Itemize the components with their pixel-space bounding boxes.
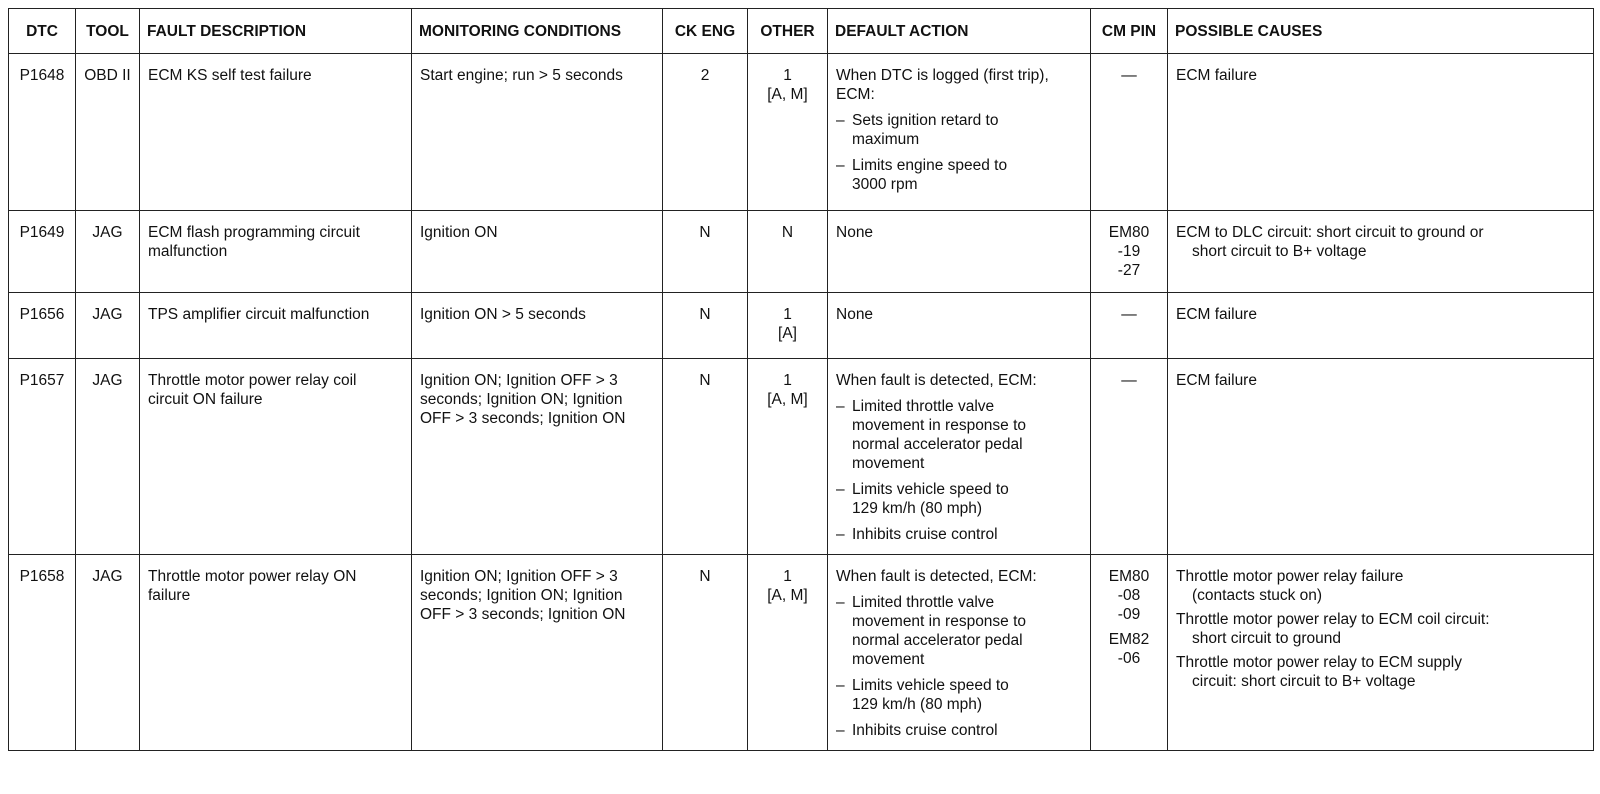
cause-item — [1176, 653, 1585, 691]
text-line: OFF > 3 seconds; Ignition ON — [420, 410, 626, 427]
cell-tool: JAG — [76, 293, 140, 359]
text-line: Ignition ON; Ignition OFF > 3 — [420, 372, 618, 389]
pin-group — [1099, 630, 1159, 668]
text-line: Ignition ON — [420, 224, 498, 241]
cell-default-action — [828, 555, 1091, 751]
text-line: EM80 — [1108, 224, 1150, 241]
cell-monitoring-conditions — [412, 54, 663, 211]
cause-item — [1176, 66, 1585, 85]
text-line: normal accelerator pedal — [852, 436, 1023, 453]
text-line: None — [836, 224, 874, 241]
cause-item — [1176, 305, 1585, 324]
action-bullet — [836, 593, 1082, 669]
header-default-action: DEFAULT ACTION — [828, 9, 1091, 54]
text-line: maximum — [852, 131, 920, 148]
text-line: circuit ON failure — [148, 391, 263, 408]
text-line: ECM failure — [1176, 306, 1257, 323]
cell-cm-pin — [1091, 359, 1168, 555]
cell-other — [748, 555, 828, 751]
cell-dtc: P1648 — [9, 54, 76, 211]
header-ck-eng: CK ENG — [663, 9, 748, 54]
cell-cm-pin — [1091, 555, 1168, 751]
text-line: movement in response to — [852, 417, 1027, 434]
text-line: Throttle motor power relay to ECM supply — [1176, 654, 1462, 671]
cell-other — [748, 54, 828, 211]
text-line: movement in response to — [852, 613, 1027, 630]
text-line: Inhibits cruise control — [852, 526, 998, 543]
text-line: — — [1121, 306, 1137, 323]
text-line: 1 — [783, 372, 792, 389]
cell-default-action — [828, 54, 1091, 211]
cell-ck-eng: N — [663, 359, 748, 555]
header-other: OTHER — [748, 9, 828, 54]
text-line: ECM KS self test failure — [148, 67, 312, 84]
dash-marker: – — [836, 594, 845, 611]
table-row — [9, 54, 1594, 211]
text-line: [A, M] — [767, 86, 808, 103]
text-line: None — [836, 306, 874, 323]
cell-dtc: P1649 — [9, 211, 76, 293]
text-line: -19 — [1117, 243, 1141, 260]
text-line: Limits vehicle speed to — [852, 481, 1009, 498]
text-line: Ignition ON > 5 seconds — [420, 306, 586, 323]
text-line: When fault is detected, ECM: — [836, 372, 1037, 389]
text-line: Throttle motor power relay failure — [1176, 568, 1404, 585]
table-row — [9, 555, 1594, 751]
text-line: seconds; Ignition ON; Ignition — [420, 391, 623, 408]
cell-cm-pin — [1091, 293, 1168, 359]
header-possible-causes: POSSIBLE CAUSES — [1168, 9, 1594, 54]
text-line: ECM to DLC circuit: short circuit to ground or — [1176, 224, 1484, 241]
text-line: (contacts stuck on) — [1192, 587, 1323, 604]
text-line: normal accelerator pedal — [852, 632, 1023, 649]
pin-group — [1099, 567, 1159, 624]
text-line: Throttle motor power relay to ECM coil circuit: — [1176, 611, 1490, 628]
cell-default-action — [828, 359, 1091, 555]
cell-ck-eng: N — [663, 555, 748, 751]
text-line: 129 km/h (80 mph) — [852, 696, 983, 713]
cell-cm-pin — [1091, 54, 1168, 211]
cell-fault-description — [140, 211, 412, 293]
cause-item — [1176, 223, 1585, 261]
action-bullet — [836, 721, 1082, 740]
cell-cm-pin — [1091, 211, 1168, 293]
text-line: Limited throttle valve — [852, 594, 995, 611]
cell-dtc: P1657 — [9, 359, 76, 555]
cell-tool: OBD II — [76, 54, 140, 211]
cell-fault-description — [140, 293, 412, 359]
cell-tool: JAG — [76, 359, 140, 555]
header-tool: TOOL — [76, 9, 140, 54]
cell-other — [748, 211, 828, 293]
text-line: — — [1121, 372, 1137, 389]
cell-fault-description — [140, 555, 412, 751]
action-bullet — [836, 480, 1082, 518]
cell-dtc: P1658 — [9, 555, 76, 751]
cell-possible-causes — [1168, 359, 1594, 555]
text-line: Inhibits cruise control — [852, 722, 998, 739]
cell-dtc: P1656 — [9, 293, 76, 359]
cell-possible-causes — [1168, 555, 1594, 751]
cell-fault-description — [140, 359, 412, 555]
header-cm-pin: CM PIN — [1091, 9, 1168, 54]
dash-marker: – — [836, 112, 845, 129]
table-row — [9, 359, 1594, 555]
text-line: ECM: — [836, 86, 875, 103]
dash-marker: – — [836, 526, 845, 543]
cause-item — [1176, 567, 1585, 605]
cell-monitoring-conditions — [412, 293, 663, 359]
text-line: ECM flash programming circuit — [148, 224, 360, 241]
text-line: OFF > 3 seconds; Ignition ON — [420, 606, 626, 623]
text-line: seconds; Ignition ON; Ignition — [420, 587, 623, 604]
header-row — [9, 9, 1594, 54]
cell-possible-causes — [1168, 211, 1594, 293]
text-line: 129 km/h (80 mph) — [852, 500, 983, 517]
text-line: movement — [852, 651, 925, 668]
dash-marker: – — [836, 722, 845, 739]
cause-item — [1176, 610, 1585, 648]
text-line: 1 — [783, 67, 792, 84]
cell-other — [748, 293, 828, 359]
text-line: malfunction — [148, 243, 228, 260]
cell-default-action — [828, 293, 1091, 359]
action-bullet — [836, 397, 1082, 473]
text-line: -27 — [1117, 262, 1141, 279]
dash-marker: – — [836, 677, 845, 694]
text-line: Throttle motor power relay coil — [148, 372, 357, 389]
text-line: N — [781, 224, 794, 241]
dash-marker: – — [836, 398, 845, 415]
cell-ck-eng: N — [663, 293, 748, 359]
cell-default-action — [828, 211, 1091, 293]
text-line: -08 — [1117, 587, 1141, 604]
cause-item — [1176, 371, 1585, 390]
cell-fault-description — [140, 54, 412, 211]
text-line: When DTC is logged (first trip), — [836, 67, 1049, 84]
text-line: 3000 rpm — [852, 176, 918, 193]
text-line: Sets ignition retard to — [852, 112, 999, 129]
text-line: — — [1121, 67, 1137, 84]
text-line: [A, M] — [767, 391, 808, 408]
action-bullet — [836, 156, 1082, 194]
text-line: failure — [148, 587, 191, 604]
cell-other — [748, 359, 828, 555]
action-bullet — [836, 676, 1082, 714]
header-dtc: DTC — [9, 9, 76, 54]
text-line: movement — [852, 455, 925, 472]
table-row — [9, 293, 1594, 359]
action-bullet — [836, 525, 1082, 544]
action-bullet — [836, 111, 1082, 149]
cell-possible-causes — [1168, 54, 1594, 211]
text-line: -06 — [1117, 650, 1141, 667]
header-fault-description: FAULT DESCRIPTION — [140, 9, 412, 54]
cell-possible-causes — [1168, 293, 1594, 359]
text-line: Ignition ON; Ignition OFF > 3 — [420, 568, 618, 585]
text-line: Throttle motor power relay ON — [148, 568, 357, 585]
header-monitoring-conditions: MONITORING CONDITIONS — [412, 9, 663, 54]
text-line: -09 — [1117, 606, 1141, 623]
dtc-table — [8, 8, 1594, 751]
text-line: 1 — [783, 568, 792, 585]
text-line: [A] — [778, 325, 797, 342]
text-line: circuit: short circuit to B+ voltage — [1192, 673, 1416, 690]
text-line: [A, M] — [767, 587, 808, 604]
text-line: ECM failure — [1176, 372, 1257, 389]
cell-monitoring-conditions — [412, 211, 663, 293]
text-line: EM80 — [1108, 568, 1150, 585]
dash-marker: – — [836, 481, 845, 498]
cell-ck-eng: 2 — [663, 54, 748, 211]
cell-tool: JAG — [76, 211, 140, 293]
text-line: Limits engine speed to — [852, 157, 1008, 174]
cell-ck-eng: N — [663, 211, 748, 293]
dash-marker: – — [836, 157, 845, 174]
text-line: TPS amplifier circuit malfunction — [148, 306, 370, 323]
text-line: short circuit to B+ voltage — [1192, 243, 1367, 260]
text-line: 1 — [783, 306, 792, 323]
text-line: Limited throttle valve — [852, 398, 995, 415]
text-line: EM82 — [1108, 631, 1150, 648]
table-row — [9, 211, 1594, 293]
text-line: short circuit to ground — [1192, 630, 1342, 647]
cell-monitoring-conditions — [412, 359, 663, 555]
text-line: Limits vehicle speed to — [852, 677, 1009, 694]
text-line: Start engine; run > 5 seconds — [420, 67, 623, 84]
text-line: When fault is detected, ECM: — [836, 568, 1037, 585]
cell-tool: JAG — [76, 555, 140, 751]
cell-monitoring-conditions — [412, 555, 663, 751]
text-line: ECM failure — [1176, 67, 1257, 84]
